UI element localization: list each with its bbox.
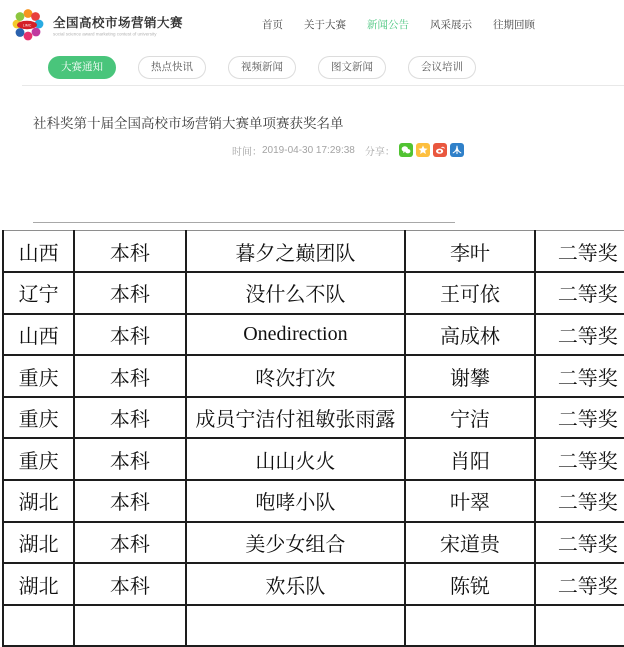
table-cell: 本科 [74,522,185,564]
table-cell: 二等奖 [535,438,624,480]
table-cell: 湖北 [3,522,74,564]
table-cell: Onedirection [186,314,406,356]
table-row [3,438,624,480]
table-cell: 湖北 [3,563,74,605]
brand-block [53,13,283,43]
table-cell: 咚次打次 [186,355,406,397]
table-cell: 本科 [74,438,185,480]
news-category-tabs [48,56,476,79]
table-cell: 宋道贵 [405,522,534,564]
table-cell: 山西 [3,231,74,273]
table-row [3,314,624,356]
table-cell: 高成林 [405,314,534,356]
table-cell: 本科 [74,231,185,273]
table-row [3,522,624,564]
table-cell: 本科 [74,355,185,397]
table-cell: 咆哮小队 [186,480,406,522]
table-row [3,480,624,522]
contest-flower-logo-icon [12,8,44,42]
tab-photo-news[interactable]: 图文新闻 [318,56,386,79]
table-cell: 二等奖 [535,231,624,273]
table-cell: 二等奖 [535,272,624,314]
table-cell: 二等奖 [535,522,624,564]
main-nav [262,17,535,32]
table-cell: 山山火火 [186,438,406,480]
table-cell: 二等奖 [535,355,624,397]
table-row [3,397,624,439]
table-row [3,355,624,397]
weibo-share-icon[interactable] [433,143,447,157]
table-cell: 美少女组合 [186,522,406,564]
brand-title: 全国高校市场营销大赛 [53,16,184,30]
table-cell: 重庆 [3,355,74,397]
table-cell: 欢乐队 [186,563,406,605]
svg-text:LIMC: LIMC [22,23,32,28]
table-cell [3,605,74,647]
table-cell: 肖阳 [405,438,534,480]
table-cell: 宁洁 [405,397,534,439]
table-cell: 成员宁洁付祖敏张雨露 [186,397,406,439]
table-cell: 重庆 [3,438,74,480]
table-cell: 没什么不队 [186,272,406,314]
table-cell: 谢攀 [405,355,534,397]
table-row [3,231,624,273]
share-label: 分享： [364,146,395,158]
table-row [3,563,624,605]
table-cell: 二等奖 [535,480,624,522]
table-cell: 二等奖 [535,314,624,356]
nav-item-home[interactable]: 首页 [262,19,283,31]
nav-item-review[interactable]: 往期回顾 [493,19,535,31]
article-title: 社科奖第十届全国高校市场营销大赛单项赛获奖名单 [33,116,344,131]
tab-video-news[interactable]: 视频新闻 [228,56,296,79]
table-cell: 本科 [74,480,185,522]
tab-meeting-training[interactable]: 会议培训 [408,56,476,79]
table-cell [535,605,624,647]
table-cell: 辽宁 [3,272,74,314]
table-cell: 李叶 [405,231,534,273]
table-cell: 二等奖 [535,563,624,605]
time-label: 时间： [232,146,262,158]
article-meta [232,142,464,158]
table-cell: 本科 [74,397,185,439]
renren-share-icon[interactable] [450,143,464,157]
table-cell [405,605,534,647]
awards-table-body [3,231,624,647]
table-row [3,605,624,647]
table-cell [186,605,406,647]
brand-subtitle: social science award marketing contest of university [53,32,157,37]
nav-item-showcase[interactable]: 风采展示 [430,19,472,31]
table-cell: 叶翠 [405,480,534,522]
nav-item-about[interactable]: 关于大赛 [304,19,346,31]
table-cell: 本科 [74,563,185,605]
awards-table [2,230,624,647]
wechat-share-icon[interactable] [399,143,413,157]
time-value: 2019-04-30 17:29:38 [262,144,355,156]
table-row [3,272,624,314]
table-cell: 湖北 [3,480,74,522]
table-cell: 王可依 [405,272,534,314]
table-cell: 二等奖 [535,397,624,439]
nav-item-news[interactable]: 新闻公告 [367,19,409,31]
tabs-divider [22,85,624,86]
table-cell [74,605,185,647]
table-cell: 暮夕之巅团队 [186,231,406,273]
table-cell: 陈锐 [405,563,534,605]
pre-table-line [33,222,455,223]
table-cell: 本科 [74,272,185,314]
site-header [0,0,624,50]
share-icon-group [399,143,464,157]
tab-hot-news[interactable]: 热点快讯 [138,56,206,79]
qzone-share-icon[interactable] [416,143,430,157]
table-cell: 本科 [74,314,185,356]
table-cell: 山西 [3,314,74,356]
table-cell: 重庆 [3,397,74,439]
tab-contest-notice[interactable]: 大赛通知 [48,56,116,79]
